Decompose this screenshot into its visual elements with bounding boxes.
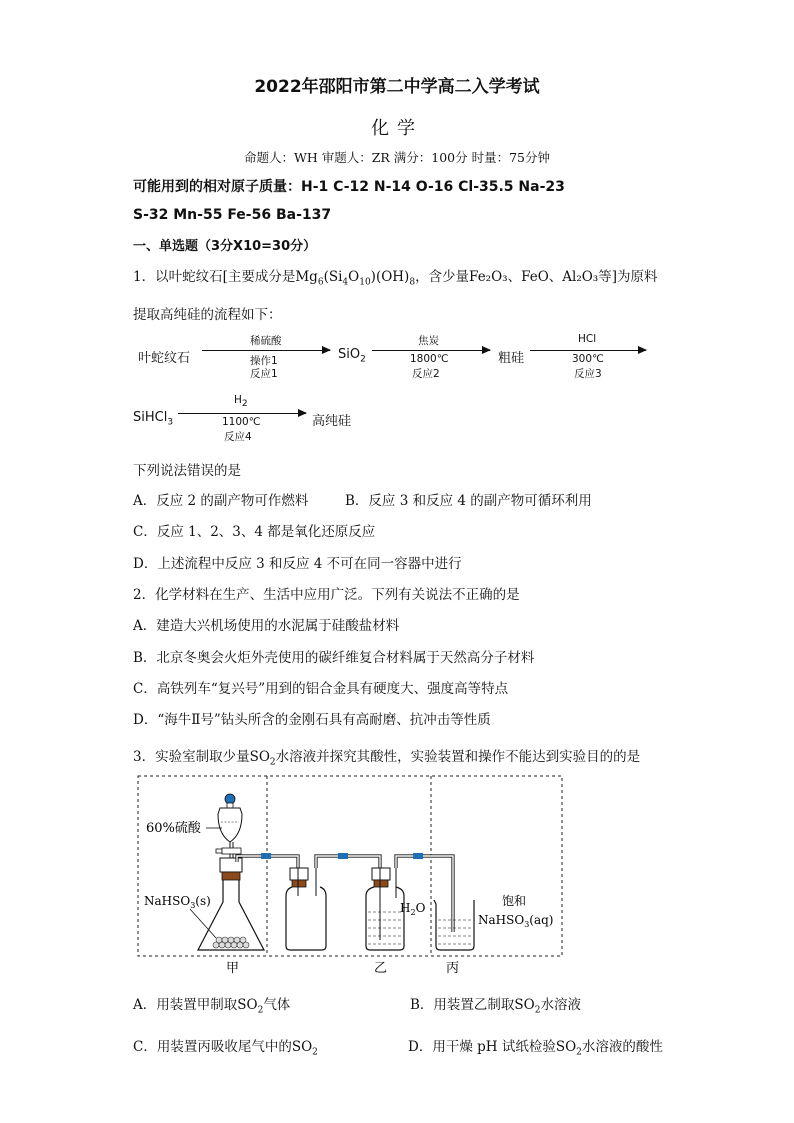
flow-a2-b2: 反应2 [412, 368, 440, 380]
flow-a3-top: HCl [578, 333, 597, 345]
label-jia: 甲 [226, 961, 240, 976]
q3-option-c[interactable]: C．用装置丙吸收尾气中的$SO_2$ [133, 1039, 318, 1058]
atomic-mass-line1: 可能用到的相对原子质量：H-1 C-12 N-14 O-16 Cl-35.5 Na-23 [133, 179, 565, 195]
exam-meta: 命题人：WH 审题人：ZR 满分：100分 时量：75分钟 [243, 150, 551, 165]
flow-crude-si: 粗硅 [498, 351, 525, 366]
q1-option-a[interactable]: A．反应 2 的副产物可作燃料 [133, 493, 309, 509]
apparatus-figure [130, 772, 570, 982]
flow-a2-top: 焦炭 [418, 335, 439, 347]
q1-stem: 1．以叶蛇纹石[主要成分是$Mg_6(Si_4O_{10})(OH)_8$，含少量Fe₂O₃、FeO、Al₂O₃等]为原料 [133, 269, 658, 288]
flow-arrow-1 [202, 350, 330, 351]
q1-option-b[interactable]: B．反应 3 和反应 4 的副产物可循环利用 [345, 493, 592, 509]
flow-arrow-4 [178, 413, 306, 414]
label-saturated: 饱和 [502, 894, 527, 908]
flow-arrow-3 [530, 350, 646, 351]
flow-pure-si: 高纯硅 [312, 414, 352, 429]
label-bing: 丙 [446, 961, 460, 976]
flow-a3-b1: 300℃ [572, 353, 604, 365]
q2-option-c[interactable]: C．高铁列车“复兴号”用到的铝合金具有硬度大、强度高等特点 [133, 681, 509, 697]
q3-option-a[interactable]: A．用装置甲制取$SO_2$气体 [133, 997, 291, 1016]
q2-stem: 2．化学材料在生产、生活中应用广泛。下列有关说法不正确的是 [133, 587, 520, 603]
flow-arrow-2 [372, 350, 490, 351]
q3-option-d[interactable]: D．用干燥 pH 试纸检验$SO_2$水溶液的酸性 [408, 1039, 663, 1058]
flow-sio2: SiO$_2$ [338, 347, 366, 365]
water-gas-bottle [366, 856, 404, 950]
q1-option-c[interactable]: C．反应 1、2、3、4 都是氧化还原反应 [133, 524, 376, 540]
flow-a2-b1: 1800℃ [410, 353, 449, 365]
section-heading: 一、单选题（3分X10=30分） [133, 239, 317, 254]
label-acid: 60%硫酸 [146, 821, 201, 836]
flow-a1-b2: 反应1 [250, 368, 278, 380]
q1-stem-line2: 提取高纯硅的流程如下： [133, 307, 282, 323]
q2-option-a[interactable]: A．建造大兴机场使用的水泥属于硅酸盐材料 [133, 618, 400, 634]
q2-option-b[interactable]: B．北京冬奥会火炬外壳使用的碳纤维复合材料属于天然高分子材料 [133, 650, 535, 666]
tube-connector-1 [261, 853, 271, 859]
flow-sihcl3: SiHCl$_3$ [133, 410, 174, 428]
subject-title: 化学 [371, 118, 423, 139]
tube-connector-2 [338, 853, 348, 859]
flow-a4-b2: 反应4 [224, 431, 252, 443]
flow-a1-top: 稀硫酸 [250, 335, 282, 347]
label-solid: NaHSO$_3$(s) [144, 894, 211, 910]
apparatus-frame [138, 776, 562, 956]
label-yi: 乙 [374, 961, 388, 976]
flow-a3-b2: 反应3 [574, 368, 602, 380]
q1-option-d[interactable]: D．上述流程中反应 3 和反应 4 不可在同一容器中进行 [133, 556, 462, 572]
flow-a4-top: $H_2$ [234, 394, 248, 410]
flow-a1-b1: 操作1 [250, 355, 278, 367]
label-water: $H_2O$ [400, 901, 426, 917]
q3-stem: 3．实验室制取少量$SO_2$水溶液并探究其酸性，实验装置和操作不能达到实验目的的是 [133, 749, 641, 768]
empty-gas-bottle [286, 856, 326, 950]
atomic-mass-line2: S-32 Mn-55 Fe-56 Ba-137 [133, 207, 332, 223]
q2-option-d[interactable]: D．“海牛Ⅱ号”钻头所含的金刚石具有高耐磨、抗冲击等性质 [133, 712, 491, 728]
separatory-funnel [216, 794, 242, 858]
flow-start: 叶蛇纹石 [138, 351, 191, 366]
flow-a4-b1: 1100℃ [222, 416, 261, 428]
exam-title: 2022年邵阳市第二中学高二入学考试 [254, 77, 540, 97]
q3-option-b[interactable]: B．用装置乙制取$SO_2$水溶液 [410, 997, 581, 1016]
q1-ask: 下列说法错误的是 [133, 463, 241, 479]
label-aq: NaHSO$_3$(aq) [478, 913, 554, 929]
tube-connector-3 [413, 853, 423, 859]
